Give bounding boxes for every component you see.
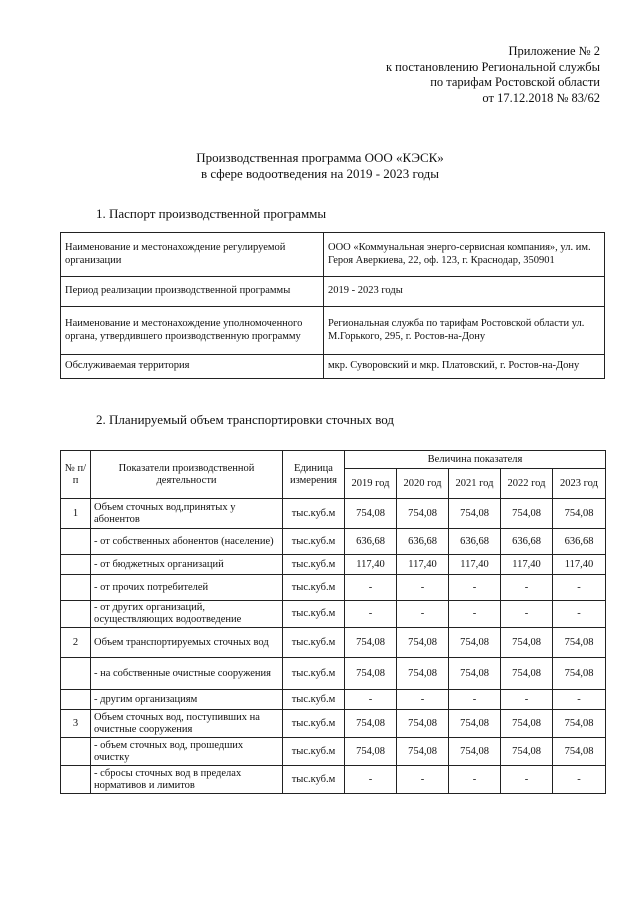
row-unit: тыс.куб.м <box>283 555 345 575</box>
row-value: 754,08 <box>501 738 553 766</box>
appendix-line: по тарифам Ростовской области <box>430 75 600 89</box>
appendix-line: Приложение № 2 <box>508 44 600 58</box>
row-value: 754,08 <box>397 710 449 738</box>
row-value: - <box>553 690 606 710</box>
row-unit: тыс.куб.м <box>283 529 345 555</box>
row-value: - <box>449 601 501 628</box>
row-value: 754,08 <box>501 499 553 529</box>
header-year: 2023 год <box>553 469 606 499</box>
header-year: 2020 год <box>397 469 449 499</box>
header-year: 2019 год <box>345 469 397 499</box>
row-indicator: - на собственные очистные сооружения <box>91 658 283 690</box>
row-value: 754,08 <box>397 738 449 766</box>
row-value: 117,40 <box>397 555 449 575</box>
passport-label: Период реализации производственной программы <box>61 277 324 307</box>
row-value: 636,68 <box>501 529 553 555</box>
row-number <box>61 766 91 794</box>
row-value: 754,08 <box>501 658 553 690</box>
table-row <box>61 575 606 601</box>
row-value: 754,08 <box>553 710 606 738</box>
row-value: 117,40 <box>449 555 501 575</box>
header-indicator: Показатели производственной деятельности <box>91 451 283 499</box>
passport-value: ООО «Коммунальная энерго-сервисная компания», ул. им. Героя Аверкиева, 22, оф. 123, г. Краснодар, 350901 <box>324 233 605 277</box>
passport-table <box>60 232 605 379</box>
passport-value: мкр. Суворовский и мкр. Платовский, г. Ростов-на-Дону <box>324 355 605 379</box>
table-row <box>61 601 606 628</box>
row-number <box>61 555 91 575</box>
row-value: 754,08 <box>345 710 397 738</box>
row-unit: тыс.куб.м <box>283 710 345 738</box>
row-value: - <box>345 601 397 628</box>
row-indicator: - сбросы сточных вод в пределах нормативов и лимитов <box>91 766 283 794</box>
row-indicator: Объем транспортируемых сточных вод <box>91 628 283 658</box>
row-indicator: Объем сточных вод,принятых у абонентов <box>91 499 283 529</box>
row-unit: тыс.куб.м <box>283 738 345 766</box>
table-row <box>61 738 606 766</box>
table-row <box>61 277 605 307</box>
table-row <box>61 355 605 379</box>
section-heading-passport: 1. Паспорт производственной программы <box>96 206 327 221</box>
passport-label: Обслуживаемая территория <box>61 355 324 379</box>
row-value: 754,08 <box>397 628 449 658</box>
appendix-line: к постановлению Региональной службы <box>385 59 600 74</box>
row-unit: тыс.куб.м <box>283 658 345 690</box>
row-value: 636,68 <box>345 529 397 555</box>
table-row <box>61 499 606 529</box>
row-value: - <box>449 766 501 794</box>
row-value: 754,08 <box>345 658 397 690</box>
volumes-table <box>60 450 606 794</box>
appendix-line: от 17.12.2018 № 83/62 <box>482 90 600 105</box>
row-number <box>61 690 91 710</box>
row-unit: тыс.куб.м <box>283 575 345 601</box>
row-value: 754,08 <box>449 738 501 766</box>
table-row <box>61 233 605 277</box>
row-value: 754,08 <box>449 499 501 529</box>
row-number: 2 <box>61 628 91 658</box>
row-value: 636,68 <box>553 529 606 555</box>
row-indicator: - другим организациям <box>91 690 283 710</box>
row-indicator: - от собственных абонентов (население) <box>91 529 283 555</box>
row-unit: тыс.куб.м <box>283 601 345 628</box>
row-value: - <box>501 601 553 628</box>
table-row <box>61 710 606 738</box>
row-unit: тыс.куб.м <box>283 499 345 529</box>
header-unit: Единица измерения <box>283 451 345 499</box>
row-value: 754,08 <box>449 710 501 738</box>
row-value: 754,08 <box>501 710 553 738</box>
row-value: 754,08 <box>449 658 501 690</box>
table-row <box>61 307 605 355</box>
row-number: 3 <box>61 710 91 738</box>
row-value: 117,40 <box>345 555 397 575</box>
row-number <box>61 601 91 628</box>
row-value: - <box>345 575 397 601</box>
row-unit: тыс.куб.м <box>283 766 345 794</box>
row-value: 754,08 <box>501 628 553 658</box>
row-number <box>61 529 91 555</box>
row-value: 754,08 <box>553 658 606 690</box>
row-number <box>61 575 91 601</box>
header-num: № п/п <box>61 451 91 499</box>
table-row <box>61 690 606 710</box>
header-value-group: Величина показателя <box>345 451 606 469</box>
row-number: 1 <box>61 499 91 529</box>
row-value: - <box>553 766 606 794</box>
header-row <box>61 451 606 469</box>
row-value: - <box>345 690 397 710</box>
table-row <box>61 766 606 794</box>
title-line: в сфере водоотведения на 2019 - 2023 годы <box>200 166 440 181</box>
row-value: 754,08 <box>553 738 606 766</box>
row-number <box>61 738 91 766</box>
row-indicator: Объем сточных вод, поступивших на очистные сооружения <box>91 710 283 738</box>
row-value: 754,08 <box>345 628 397 658</box>
table-row <box>61 658 606 690</box>
table-row <box>61 555 606 575</box>
row-value: 754,08 <box>397 658 449 690</box>
row-value: - <box>345 766 397 794</box>
passport-value: 2019 - 2023 годы <box>324 277 605 307</box>
appendix-header <box>386 44 600 106</box>
row-number <box>61 658 91 690</box>
row-value: - <box>449 690 501 710</box>
row-value: 636,68 <box>397 529 449 555</box>
row-value: - <box>397 690 449 710</box>
row-value: 754,08 <box>345 499 397 529</box>
row-unit: тыс.куб.м <box>283 628 345 658</box>
title-line: Производственная программа ООО «КЭСК» <box>196 150 444 165</box>
row-indicator: - от других организаций, осуществляющих водоотведение <box>91 601 283 628</box>
row-indicator: - от прочих потребителей <box>91 575 283 601</box>
row-value: - <box>501 690 553 710</box>
row-value: 754,08 <box>553 628 606 658</box>
row-value: 754,08 <box>449 628 501 658</box>
section-heading-volumes: 2. Планируемый объем транспортировки сточных вод <box>96 412 395 427</box>
header-year: 2021 год <box>449 469 501 499</box>
row-value: 117,40 <box>553 555 606 575</box>
passport-label: Наименование и местонахождение регулируемой организации <box>61 233 324 277</box>
row-indicator: - объем сточных вод, прошедших очистку <box>91 738 283 766</box>
row-value: - <box>501 575 553 601</box>
row-value: - <box>553 575 606 601</box>
table-row <box>61 529 606 555</box>
table-row <box>61 628 606 658</box>
row-value: 754,08 <box>345 738 397 766</box>
row-value: - <box>397 766 449 794</box>
passport-label: Наименование и местонахождение уполномоченного органа, утвердившего производственную программу <box>61 307 324 355</box>
row-value: - <box>501 766 553 794</box>
row-indicator: - от бюджетных организаций <box>91 555 283 575</box>
row-value: - <box>449 575 501 601</box>
row-value: - <box>397 575 449 601</box>
row-value: 754,08 <box>397 499 449 529</box>
row-value: - <box>553 601 606 628</box>
row-unit: тыс.куб.м <box>283 690 345 710</box>
document-title <box>0 150 640 182</box>
header-year: 2022 год <box>501 469 553 499</box>
passport-value: Региональная служба по тарифам Ростовской области ул. М.Горького, 295, г. Ростов-на-Дону <box>324 307 605 355</box>
row-value: - <box>397 601 449 628</box>
row-value: 117,40 <box>501 555 553 575</box>
row-value: 636,68 <box>449 529 501 555</box>
row-value: 754,08 <box>553 499 606 529</box>
